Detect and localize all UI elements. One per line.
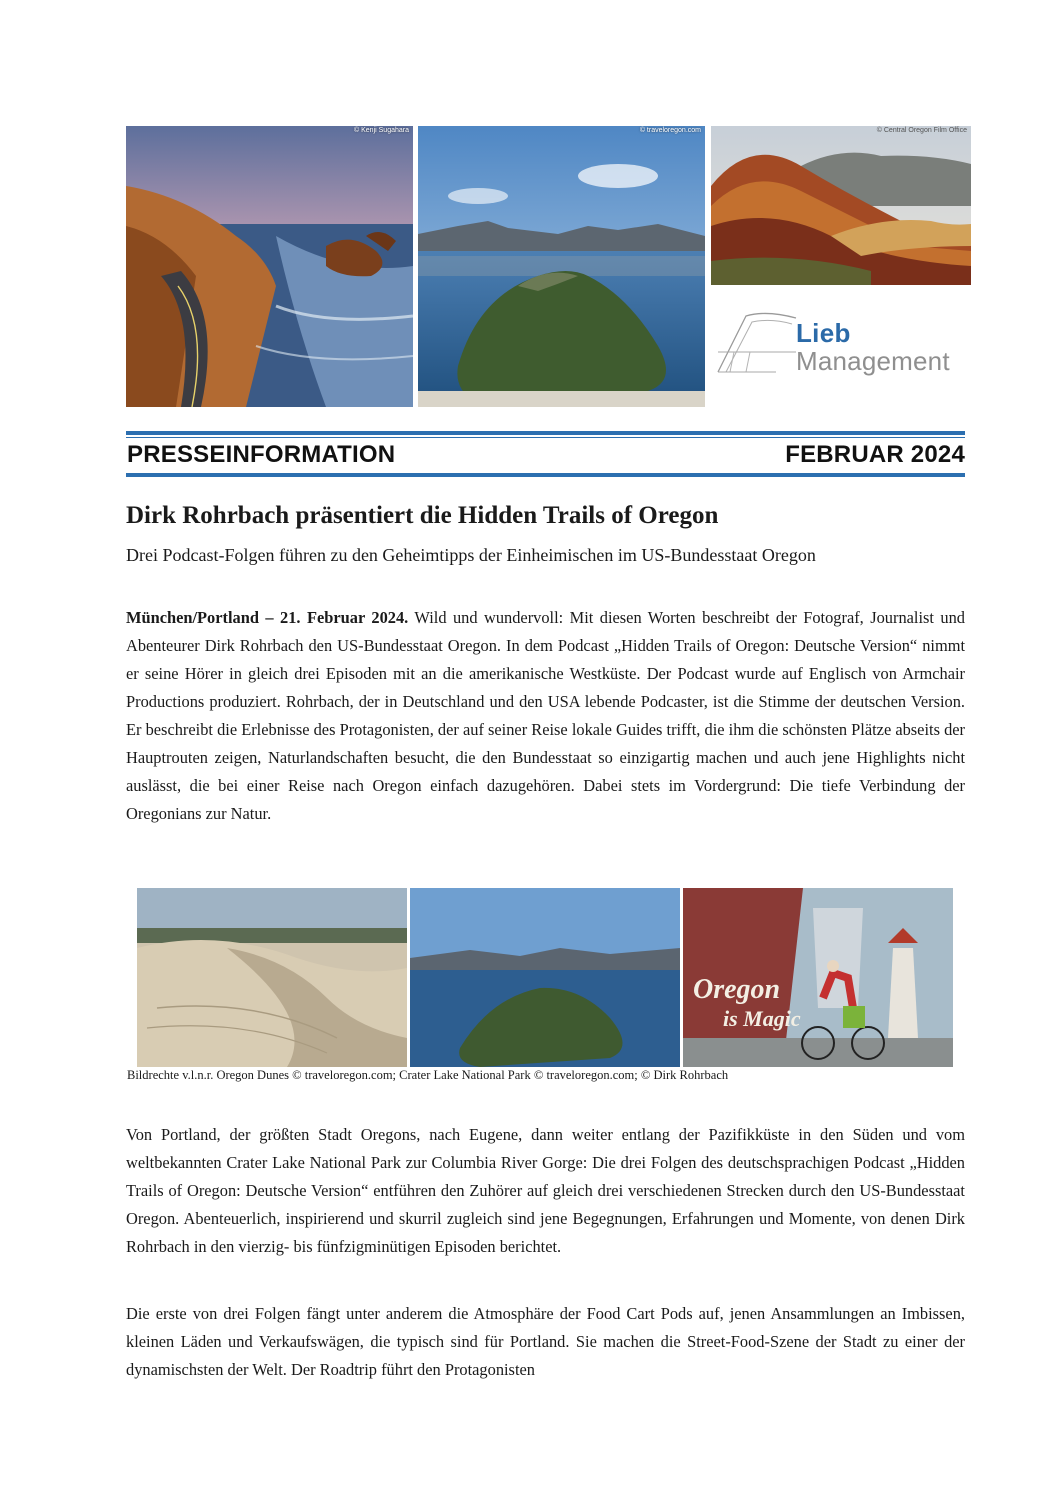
photo-oregon-dunes: [137, 888, 407, 1067]
header-rule-bottom: [126, 473, 965, 477]
photo-crater-lake-top: [418, 126, 705, 407]
issue-date: FEBRUAR 2024: [785, 441, 965, 468]
article-lead-paragraph: [126, 604, 965, 828]
mural-text-magic: is Magic: [723, 1006, 801, 1031]
logo-wing-mark: [716, 312, 800, 376]
logo-wordmark-lieb: Lieb: [796, 318, 851, 348]
photo-credit: © traveloregon.com: [639, 127, 701, 134]
mural-text-oregon: Oregon: [693, 974, 781, 1005]
article-paragraph-3: Die erste von drei Folgen fängt unter anderem die Atmosphäre der Food Cart Pods auf, jenen Ansammlungen an Imbissen, kleinen Läden und Verkaufswägen, die typisch sind für Portland. Sie machen die Street-Food-Szene der Stadt zu einer der dynamischsten der Welt. Der Roadtrip führt den Protagonisten: [126, 1304, 965, 1379]
header-rule-top: [126, 431, 965, 435]
photo-coast-road: [126, 126, 413, 407]
lead-text: Wild und wundervoll: Mit diesen Worten beschreibt der Fotograf, Journalist und Abenteurer Dirk Rohrbach den US-Bundesstaat Oregon. In dem Podcast „Hidden Trails of Oregon: Deutsche Version“ nimmt er seine Hörer in gleich drei Episoden mit an die amerikanische Westküste. Der Podcast wurde auf Englisch von Armchair Productions produziert. Rohrbach, der in Deutschland und den USA lebende Podcaster, ist die Stimme der deutschen Version. Er beschreibt die Erlebnisse des Protagonisten, der auf seiner Reise lokale Guides trifft, die ihm die schönsten Plätze abseits der Hauptrouten zeigen, Naturlandschaften besucht, die den Bundesstaat so einzigartig machen und auch jene Highlights nicht auslässt, die bei einer Reise nach Oregon einfach dazugehören. Dabei stets im Vordergrund: Die tiefe Verbindung der Oregonians zur Natur.: [126, 608, 965, 823]
dateline: München/Portland – 21. Februar 2024.: [126, 608, 409, 627]
photo-credit: © Central Oregon Film Office: [876, 127, 967, 134]
photo-crater-lake-strip: [410, 888, 680, 1067]
logo-wordmark-management: Management: [796, 346, 950, 376]
photo-oregon-mural: [683, 888, 953, 1067]
press-label: PRESSEINFORMATION: [127, 441, 396, 468]
photo-credit: © Kenji Sugahara: [354, 127, 409, 134]
article-headline: Dirk Rohrbach präsentiert die Hidden Trails of Oregon: [126, 502, 719, 529]
photo-painted-hills: [711, 126, 971, 285]
company-logo: [712, 286, 970, 407]
photo-caption: Bildrechte v.l.n.r. Oregon Dunes © traveloregon.com; Crater Lake National Park © traveloregon.com; © Dirk Rohrbach: [127, 1068, 729, 1082]
article-subheadline: Drei Podcast-Folgen führen zu den Geheimtipps der Einheimischen im US-Bundesstaat Oregon: [126, 545, 816, 565]
article-paragraph-2: Von Portland, der größten Stadt Oregons, nach Eugene, dann weiter entlang der Pazifikküste in den Süden und vom weltbekannten Crater Lake National Park zur Columbia River Gorge: Die drei Folgen des deutschsprachigen Podcast „Hidden Trails of Oregon: Deutsche Version“ entführen den Zuhörer auf gleich drei verschiedenen Strecken durch den US-Bundesstaat Oregon. Abenteuerlich, inspirierend und skurril zugleich sind jene Begegnungen, Erfahrungen und Momente, von denen Dirk Rohrbach in den vierzig- bis fünfzigminütigen Episoden berichtet.: [126, 1125, 965, 1256]
header-rule-thin: [126, 437, 965, 438]
